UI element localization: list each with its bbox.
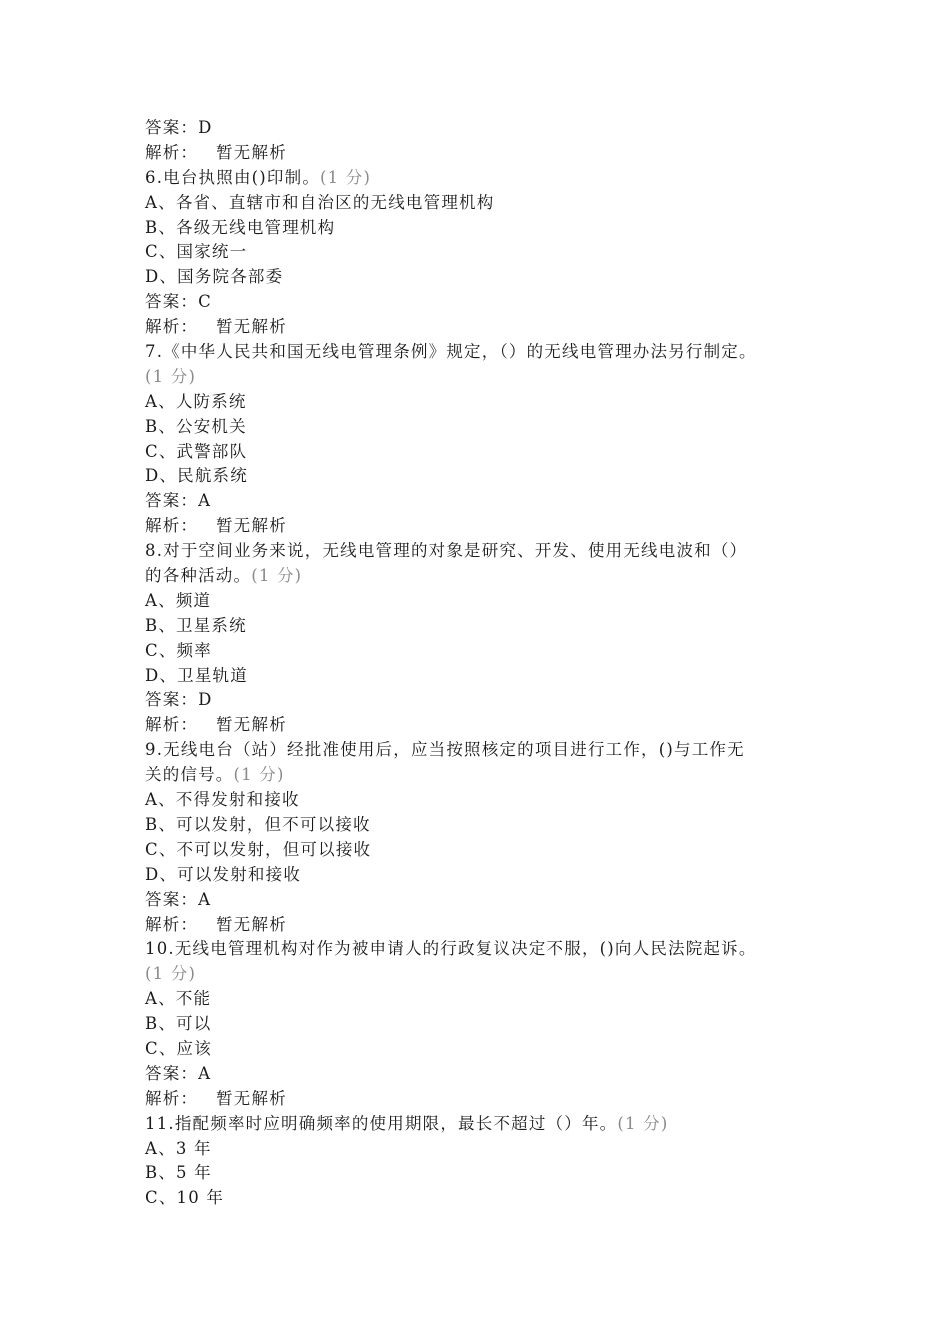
answer-line: 答案：A (145, 889, 212, 909)
analysis-line: 解析： 暂无解析 (145, 1088, 287, 1108)
question-8: 8.对于空间业务来说，无线电管理的对象是研究、开发、使用无线电波和（） (145, 541, 748, 561)
question-7: 7.《中华人民共和国无线电管理条例》规定，（）的无线电管理办法另行制定。 (145, 342, 757, 362)
question-9: 9.无线电台（站）经批准使用后，应当按照核定的项目进行工作，()与工作无 (145, 740, 745, 760)
option-c: C、10 年 (145, 1188, 225, 1208)
option-c: C、国家统一 (145, 242, 248, 262)
option-a: A、不得发射和接收 (145, 790, 300, 810)
option-b: B、可以发射，但不可以接收 (145, 814, 371, 834)
analysis-line: 解析： 暂无解析 (145, 516, 287, 536)
option-b: B、5 年 (145, 1163, 212, 1183)
option-d: D、国务院各部委 (145, 267, 284, 287)
analysis-line: 解析： 暂无解析 (145, 715, 287, 735)
option-c: C、应该 (145, 1038, 212, 1058)
document-page (145, 116, 815, 1211)
question-8-cont: 的各种活动。(1 分) (145, 566, 303, 586)
option-d: D、可以发射和接收 (145, 864, 302, 884)
score-label: (1 分) (251, 566, 303, 586)
option-a: A、频道 (145, 590, 212, 610)
option-d: D、民航系统 (145, 466, 248, 486)
option-b: B、可以 (145, 1014, 212, 1034)
analysis-line: 解析： 暂无解析 (145, 142, 287, 162)
score-label: (1 分) (145, 964, 197, 984)
analysis-line: 解析： 暂无解析 (145, 914, 287, 934)
question-9-cont: 关的信号。(1 分) (145, 765, 285, 785)
option-d: D、卫星轨道 (145, 665, 248, 685)
option-c: C、不可以发射，但可以接收 (145, 839, 372, 859)
option-a: A、各省、直辖市和自治区的无线电管理机构 (145, 192, 495, 212)
option-b: B、公安机关 (145, 416, 247, 436)
question-6: 6.电台执照由()印制。(1 分) (145, 167, 372, 187)
question-10: 10.无线电管理机构对作为被申请人的行政复议决定不服，()向人民法院起诉。 (145, 939, 757, 959)
analysis-line: 解析： 暂无解析 (145, 317, 287, 337)
score-label: (1 分) (233, 765, 285, 785)
option-c: C、频率 (145, 640, 212, 660)
score-label: (1 分) (617, 1113, 669, 1133)
answer-line: 答案：C (145, 292, 212, 312)
option-a: A、人防系统 (145, 391, 247, 411)
answer-line: 答案：D (145, 118, 213, 137)
answer-value: D (198, 118, 213, 137)
option-a: A、3 年 (145, 1138, 212, 1158)
option-b: B、卫星系统 (145, 615, 247, 635)
option-a: A、不能 (145, 989, 212, 1009)
answer-line: 答案：A (145, 1063, 212, 1083)
option-b: B、各级无线电管理机构 (145, 217, 336, 237)
answer-line: 答案：A (145, 491, 212, 511)
score-label: (1 分) (320, 167, 372, 187)
option-c: C、武警部队 (145, 441, 248, 461)
score-label: (1 分) (145, 366, 197, 386)
question-11: 11.指配频率时应明确频率的使用期限，最长不超过（）年。(1 分) (145, 1113, 669, 1133)
answer-line: 答案：D (145, 690, 213, 710)
